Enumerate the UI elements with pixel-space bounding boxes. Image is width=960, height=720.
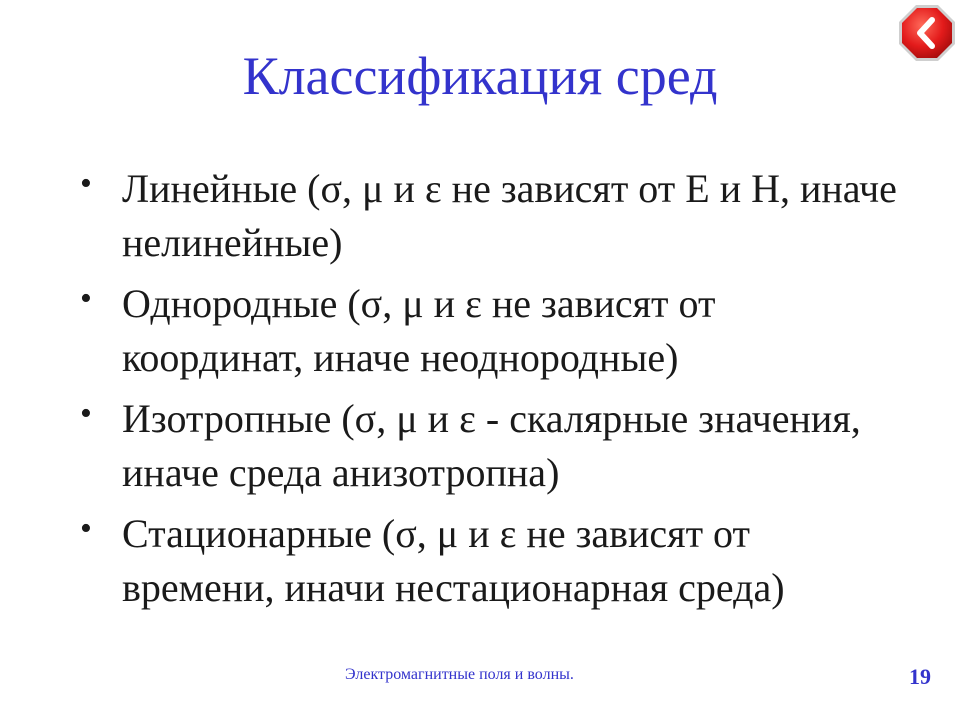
bullet-dot: • xyxy=(80,280,92,317)
bullet-text: Линейные (σ, μ и ε не зависят от Е и Н, иначе нелинейные) xyxy=(122,166,897,265)
bullet-item-stationary xyxy=(80,507,900,615)
slide-title: Классификация сред xyxy=(242,46,718,106)
bullet-dot: • xyxy=(80,165,92,202)
footer-text: Электромагнитные поля и волны. xyxy=(345,666,574,683)
bullet-list xyxy=(80,162,900,622)
bullet-item-homogeneous xyxy=(80,277,900,385)
page-number: 19 xyxy=(909,664,931,689)
bullet-dot: • xyxy=(80,395,92,432)
bullet-text: Стационарные (σ, μ и ε не зависят от времени, иначи нестационарная среда) xyxy=(122,511,785,610)
bullet-item-linear xyxy=(80,162,900,270)
bullet-text: Изотропные (σ, μ и ε - скалярные значения, иначе среда анизотропна) xyxy=(122,396,861,495)
bullet-text: Однородные (σ, μ и ε не зависят от координат, иначе неоднородные) xyxy=(122,281,716,380)
bullet-dot: • xyxy=(80,510,92,547)
bullet-item-isotropic xyxy=(80,392,900,500)
